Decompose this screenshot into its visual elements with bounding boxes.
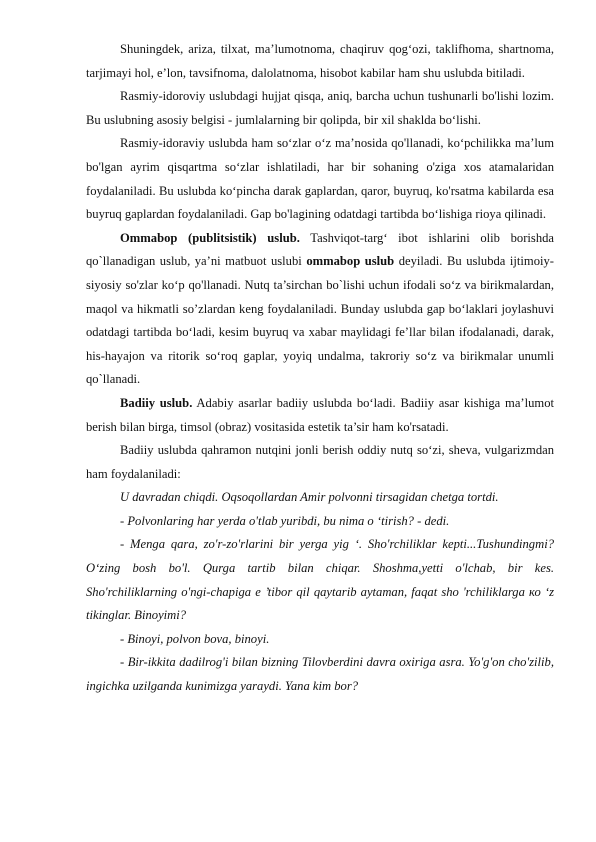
paragraph-official-style-vocabulary: Rasmiy-idoraviy uslubda ham so‘zlar o‘z ma’nosida qo'llanadi, ko‘pchilikka ma’lum bo'lgan ayrim qisqartma so‘zlar ishlatiladi, har bir sohaning o'ziga xos atamalaridan foydalaniladi. Bu uslubda ko‘pincha darak gaplardan, qaror, buyruq, ko'rsatma kabilarda esa buyruq gaplardan foydalaniladi. Gap bo'lagining odatdagi tartibda bo‘lishiga rioya qilinadi. xyxy=(86,136,554,222)
publicistic-text-a: Tashviqot-targ‘ ibot ishlarini olib borishda qo`llanadigan uslub, ya’ni matbuot uslubi xyxy=(86,230,554,269)
quote-line-2: - Polvonlaring har yerda o'tlab yuribdi, bu nima o ‘tirish? - dedi. xyxy=(120,513,450,528)
paragraph-document-types: Shuningdek, ariza, tilxat, ma’lumotnoma, chaqiruv qog‘ozi, taklifhoma, shartnoma, tarjimayi hol, e’lon, tavsifnoma, dalolatnoma, hisobot kabilar ham shu uslubda bitiladi. xyxy=(86,42,554,80)
publicistic-term: ommabop uslub xyxy=(306,254,395,269)
publicistic-style-heading: Ommabop (publitsistik) uslub. xyxy=(120,230,300,245)
quote-line-5: - Bir-ikkita dadilrog'i bilan bizning Tilovberdini davra oxiriga asra. Yo'g'on cho'zilib, ingichka uzilganda kunimizga yaraydi. Yana kim bor? xyxy=(86,655,554,694)
paragraph-official-style-requirements: Rasmiy-idoroviy uslubdagi hujjat qisqa, aniq, barcha uchun tushunarli bo'lishi lozim. Bu uslubning asosiy belgisi - jumlalarning bir qolipda, bir xil shaklda bo‘lishi. xyxy=(86,89,554,127)
artistic-style-text: Adabiy asarlar badiiy uslubda bo‘ladi. Badiiy asar kishiga ma’lumot berish bilan birga, timsol (obraz) vositasida estetik ta’sir ham ko'rsatadi. xyxy=(86,395,554,434)
quote-line-4: - Binoyi, polvon bova, binoyi. xyxy=(120,631,270,646)
publicistic-text-b: deyiladi. Bu uslubda ijtimoiy-siyosiy so'zlar ko‘p qo'llanadi. Nutq ta’sirchan bo`lishi uchun ifodali so‘z va birikmalardan, maqol va hikmatli so’zlardan keng foydalaniladi. Bunday uslubda gap bo‘laklari joylashuvi odatdagi tartibda bo‘ladi, kesim buyruq va xabar maylidagi fe’llar bilan ifodalanadi, darak, his-hayajon va ritorik so‘roq gaplar, yoyiq undalma, takroriy so‘z va birikmalar unumli qo`llanadi. xyxy=(86,254,554,387)
paragraph-artistic-style xyxy=(86,392,554,439)
paragraph-publicistic-style xyxy=(86,227,554,392)
artistic-style-heading: Badiiy uslub. xyxy=(120,395,193,410)
quote-line-1: U davradan chiqdi. Oqsoqollardan Amir polvonni tirsagidan chetga tortdi. xyxy=(120,490,499,505)
paragraph-artistic-speech: Badiiy uslubda qahramon nutqini jonli berish oddiy nutq so‘zi, sheva, vulgarizmdan ham foydalaniladi: xyxy=(86,443,554,481)
quote-line-3: - Menga qara, zo'r-zo'rlarini bir yerga yig ‘. Sho'rchiliklar kepti...Tushundingmi? O‘zing bosh bo'l. Qurga tartib bilan chiqar. Shoshma,yetti o'lchab, bir kes. Sho'rchiliklarning o'ngi-chapiga e ’tibor qil qaytarib aytaman, faqat sho 'rchiliklarga ко ‘z tikinglar. Binoyimi? xyxy=(86,537,554,623)
